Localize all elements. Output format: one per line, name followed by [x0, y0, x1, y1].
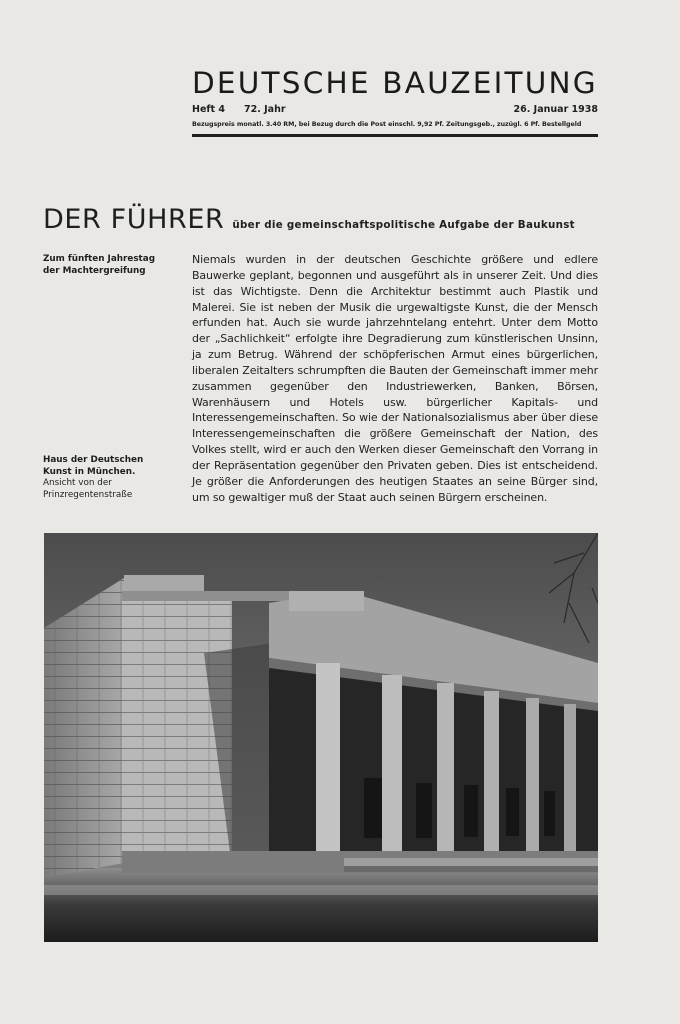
issue-date: 26. Januar 1938: [513, 104, 598, 115]
article-headline: [43, 204, 603, 235]
volume-year: 72. Jahr: [244, 104, 286, 115]
photo-caption: [43, 455, 168, 501]
masthead-rule: [192, 134, 598, 137]
haus-der-kunst-image: [44, 533, 598, 942]
journal-title: DEUTSCHE BAUZEITUNG: [192, 66, 598, 100]
issue-info-row: [192, 104, 598, 118]
headline-sub: über die gemeinschaftspolitische Aufgabe der Baukunst: [232, 219, 575, 231]
body-paragraph: Niemals wurden in der deutschen Geschichte größere und edlere Bauwerke geplant, begonnen und ausgeführt als in unserer Zeit. Und dies ist das Wichtigste. Denn die Architektur bestimmt auch Plastik und Malerei. Sie ist neben der Musik die urgewaltigste Kunst, die der Mensch erfunden hat. Auch sie wurde jahrzehntelang entehrt. Unter dem Motto der „Sachlichkeit“ erfolgte ihre Degradierung zum künstlerischen Unsinn, ja zum Betrug. Während der schöpferischen Armut eines bürgerlichen, liberalen Zeitalters schrumpften die Bauten der Gemeinschaft immer mehr zusammen gegenüber den Industriewerken, Banken, Börsen, Warenhäusern und Hotels usw. bürgerlicher Kapitals- und Interessengemeinschaften. So wie der Nationalsozialismus aber über diese Interessengemeinschaften die größere Gemeinschaft der Nation, des Volkes stellt, wird er auch den Werken dieser Gemeinschaft den Vorrang in der Repräsentation gegenüber den Privaten geben. Dies ist entscheidend. Je größer die Anforderungen des heutigen Staates an seine Bürger sind, um so gewaltiger muß der Staat auch seinen Bürgern erscheinen.: [192, 253, 598, 504]
sidenote: Zum fünften Jahrestag der Machtergreifung: [43, 254, 155, 276]
issue-number: Heft 4: [192, 104, 225, 115]
masthead: [192, 66, 598, 137]
subscription-price-line: Bezugspreis monatl. 3.40 RM, bei Bezug durch die Post einschl. 9,92 Pf. Zeitungsgeb., zuzügl. 6 Pf. Bestellgeld: [192, 121, 582, 128]
headline-main: DER FÜHRER: [43, 204, 225, 235]
caption-text: Ansicht von der Prinzregentenstraße: [43, 478, 133, 500]
article-body: [192, 252, 598, 506]
building-photo: [44, 533, 598, 942]
caption-title: Haus der Deutschen Kunst in München.: [43, 455, 144, 477]
